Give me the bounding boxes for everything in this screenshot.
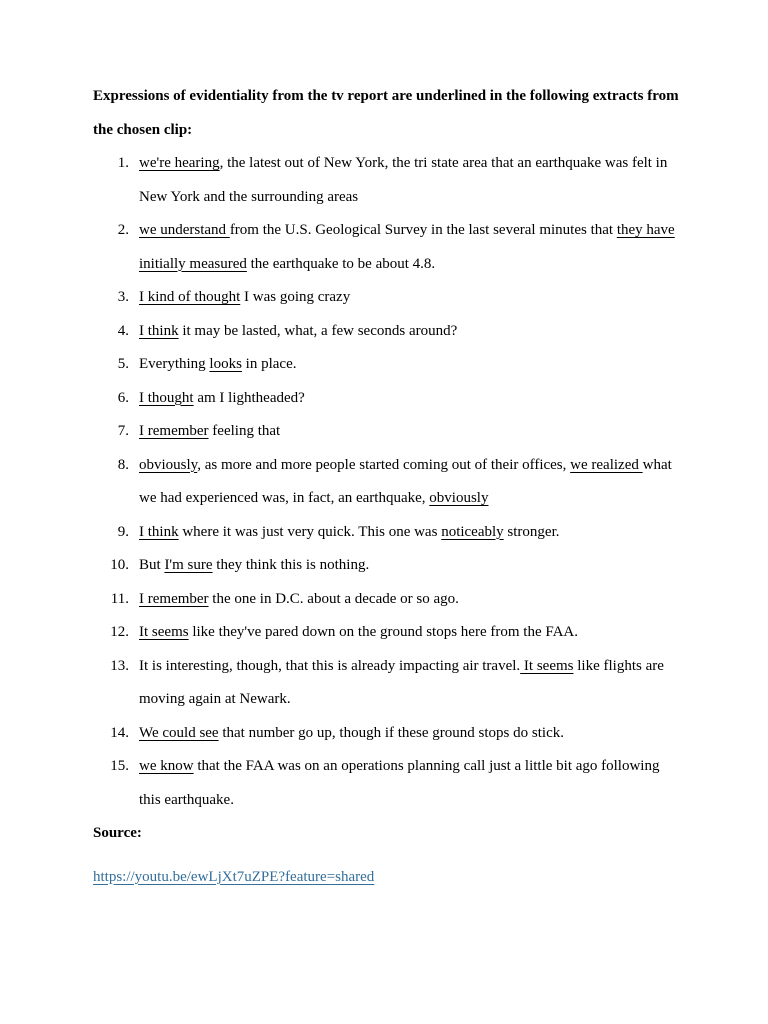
document-page (93, 80, 683, 894)
list-item (93, 549, 683, 583)
extract-text: stronger. (503, 523, 560, 540)
list-item-number: 13. (110, 657, 129, 674)
list-item-number: 5. (117, 356, 129, 372)
extract-text: feeling that (208, 423, 281, 439)
evidential-expression: I remember (139, 590, 209, 607)
extract-text: in place. (241, 356, 297, 372)
list-item-number: 3. (117, 289, 129, 305)
list-item-number: 4. (117, 322, 129, 339)
list-item (93, 147, 683, 214)
evidential-expression: I remember (139, 423, 209, 439)
evidential-expression: It seems (520, 657, 574, 674)
extract-text: it may be lasted, what, a few seconds around? (178, 322, 458, 339)
extract-text: that the FAA was on an operations planning call just a little bit ago following this earthquake. (139, 758, 660, 808)
extract-text: am I lightheaded? (193, 389, 305, 406)
source-label: Source: (93, 825, 142, 841)
list-item (93, 281, 683, 315)
evidential-expression: we realized (570, 456, 643, 473)
list-item (93, 583, 683, 617)
extract-text: like flights are moving again at Newark. (139, 657, 664, 707)
list-item-number: 11. (110, 590, 129, 607)
evidential-expression: It seems (139, 624, 189, 640)
intro-heading: Expressions of evidentiality from the tv report are underlined in the following extracts from the chosen clip: (93, 88, 679, 138)
list-item (93, 717, 683, 751)
list-item (93, 382, 683, 416)
extract-text: what we had experienced was, in fact, an earthquake, (139, 456, 672, 506)
evidential-expression: obviously (139, 456, 198, 473)
list-item (93, 449, 683, 516)
evidential-expression: they have initially measured (139, 222, 675, 272)
list-item-number: 12. (110, 624, 129, 640)
list-item-number: 2. (117, 222, 129, 238)
evidential-expression: we know (139, 758, 194, 774)
evidential-expression: obviously (429, 490, 489, 506)
list-item-number: 6. (117, 389, 129, 406)
list-item-number: 10. (110, 557, 129, 573)
list-item (93, 750, 683, 817)
extract-text: But (139, 557, 165, 573)
source-link[interactable]: https://youtu.be/ewLjXt7uZPE?feature=shared (93, 868, 375, 885)
list-item (93, 650, 683, 717)
extract-text: where it was just very quick. This one was (178, 523, 442, 540)
extracts-list (93, 147, 683, 817)
extract-text: , as more and more people started coming out of their offices, (197, 456, 571, 473)
list-item-number: 14. (110, 724, 129, 741)
extract-text: from the U.S. Geological Survey in the last several minutes that (229, 222, 617, 238)
extract-text: the one in D.C. about a decade or so ago. (208, 590, 459, 607)
evidential-expression: noticeably (441, 523, 504, 540)
list-item (93, 516, 683, 550)
list-item (93, 315, 683, 349)
evidential-expression: we understand (139, 222, 230, 238)
list-item-number: 8. (117, 456, 129, 473)
list-item (93, 616, 683, 650)
evidential-expression: I kind of thought (139, 289, 241, 305)
evidential-expression: I thought (139, 389, 194, 406)
list-item (93, 348, 683, 382)
evidential-expression: We could see (139, 724, 219, 741)
evidential-expression: I think (139, 322, 179, 339)
extract-text: Everything (139, 356, 210, 372)
evidential-expression: I think (139, 523, 179, 540)
list-item (93, 214, 683, 281)
list-item-number: 1. (117, 155, 129, 171)
evidential-expression: I'm sure (164, 557, 213, 573)
extract-text: that number go up, though if these ground stops do stick. (218, 724, 564, 741)
list-item-number: 7. (117, 423, 129, 439)
extract-text: It is interesting, though, that this is already impacting air travel. (139, 657, 521, 674)
list-item-number: 9. (117, 523, 129, 540)
extract-text: I was going crazy (240, 289, 351, 305)
evidential-expression: looks (209, 356, 242, 372)
extract-text: they think this is nothing. (212, 557, 370, 573)
extract-text: , the latest out of New York, the tri state area that an earthquake was felt in New York and the surrounding areas (139, 155, 668, 205)
list-item-number: 15. (110, 758, 129, 774)
list-item (93, 415, 683, 449)
extract-text: like they've pared down on the ground stops here from the FAA. (188, 624, 578, 640)
extract-text: the earthquake to be about 4.8. (246, 255, 436, 272)
evidential-expression: we're hearing (139, 155, 220, 171)
